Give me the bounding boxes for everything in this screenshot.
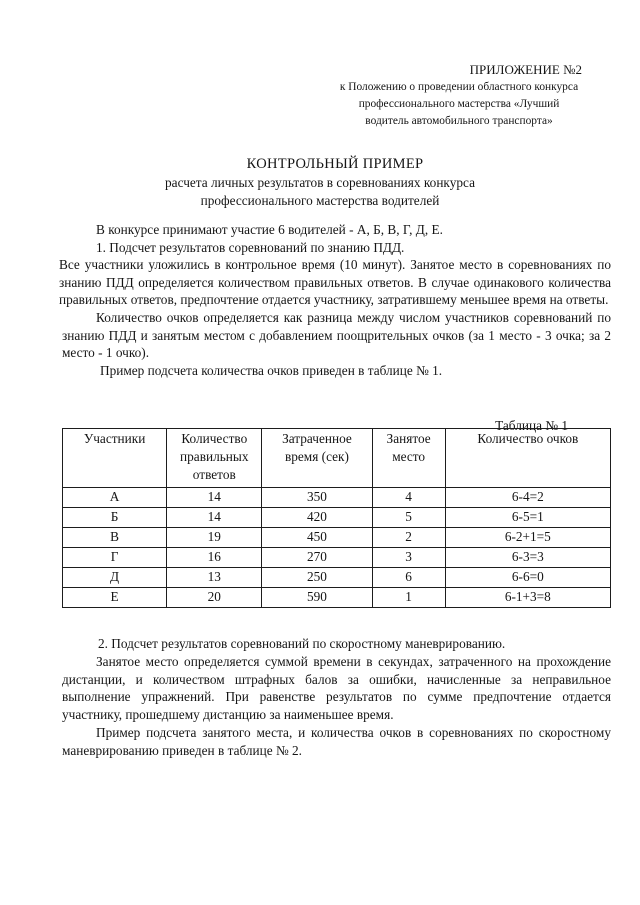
table-1-caption: Таблица № 1 [495,418,568,433]
appendix-title: ПРИЛОЖЕНИЕ №2 [469,62,582,77]
table-row [63,528,611,548]
cell-time: 350 [262,488,372,508]
cell-participant: Г [63,548,167,568]
cell-points: 6-1+3=8 [445,588,610,608]
cell-correct-answers: 19 [167,528,262,548]
cell-time: 270 [262,548,372,568]
cell-time: 590 [262,588,372,608]
cell-participant: Д [63,568,167,588]
section-1-heading: 1. Подсчет результатов соревнований по знанию ПДД. [96,239,405,255]
table-row [63,588,611,608]
results-table-1 [62,428,611,608]
appendix-line: водитель автомобильного транспорта» [365,115,553,127]
cell-correct-answers: 14 [167,488,262,508]
table-row [63,568,611,588]
cell-time: 250 [262,568,372,588]
cell-correct-answers: 14 [167,508,262,528]
table-row [63,548,611,568]
cell-place: 6 [372,568,445,588]
cell-participant: Б [63,508,167,528]
points-paragraph: Количество очков определяется как разница между числом участников соревнований по знанию ПДД и занятым местом с добавлением поощрительных очков (за 1 место - 3 очка; за 2 место - 1 очко). [62,309,611,361]
header-participants: Участники [63,429,167,488]
document-title: КОНТРОЛЬНЫЙ ПРИМЕР [246,156,424,172]
cell-points: 6-3=3 [445,548,610,568]
appendix-header [304,61,614,130]
header-place: Занятое место [372,429,445,488]
appendix-line: к Положению о проведении областного конкурса [339,81,579,93]
cell-points: 6-5=1 [445,508,610,528]
cell-participant: А [63,488,167,508]
document-subtitle-line: профессионального мастерства водителей [200,193,440,208]
table-header-row [63,429,611,488]
cell-points: 6-4=2 [445,488,610,508]
cell-correct-answers: 13 [167,568,262,588]
cell-participant: В [63,528,167,548]
cell-time: 420 [262,508,372,528]
cell-place: 3 [372,548,445,568]
section-1-text [59,221,611,379]
cell-correct-answers: 16 [167,548,262,568]
header-points: Количество очков [445,429,610,488]
title-block [0,154,640,210]
section-1-paragraph: Все участники уложились в контрольное время (10 минут). Занятое место в соревнованиях по знанию ПДД определяется количеством правильных ответов. В случае одинакового количества правильных ответов, предпочтение отдается участнику, затратившему меньшее время на ответы. [59,257,611,308]
section-2-text [62,635,611,760]
cell-correct-answers: 20 [167,588,262,608]
table-row [63,508,611,528]
section-2-paragraph: Занятое место определяется суммой времени в секундах, затраченного на прохождение дистанции, и количеством штрафных балов за ошибки, начисленные за неправильное выполнение упражнений. При равенстве результатов по сумме предпочтение отдается участнику, прошедшему дистанцию за наименьшее время. [62,653,611,723]
intro-paragraph: В конкурсе принимают участие 6 водителей - А, Б, В, Г, Д, Е. [96,222,443,237]
header-time-spent: Затраченное время (сек) [262,429,372,488]
header-correct-answers: Количество правильных ответов [167,429,262,488]
table-intro-paragraph: Пример подсчета количества очков приведен в таблице № 1. [100,362,443,378]
cell-place: 4 [372,488,445,508]
cell-points: 6-2+1=5 [445,528,610,548]
section-2-heading: 2. Подсчет результатов соревнований по скоростному маневрированию. [98,636,506,651]
cell-place: 1 [372,588,445,608]
cell-participant: Е [63,588,167,608]
cell-place: 5 [372,508,445,528]
appendix-reference [304,79,614,130]
appendix-line: профессионального мастерства «Лучший [358,98,560,110]
section-2-table-intro: Пример подсчета занятого места, и количества очков в соревнованиях по скоростному маневрированию приведен в таблице № 2. [62,724,611,758]
cell-points: 6-6=0 [445,568,610,588]
document-subtitle-line: расчета личных результатов в соревнованиях конкурса [165,175,475,190]
table-row [63,488,611,508]
cell-place: 2 [372,528,445,548]
cell-time: 450 [262,528,372,548]
